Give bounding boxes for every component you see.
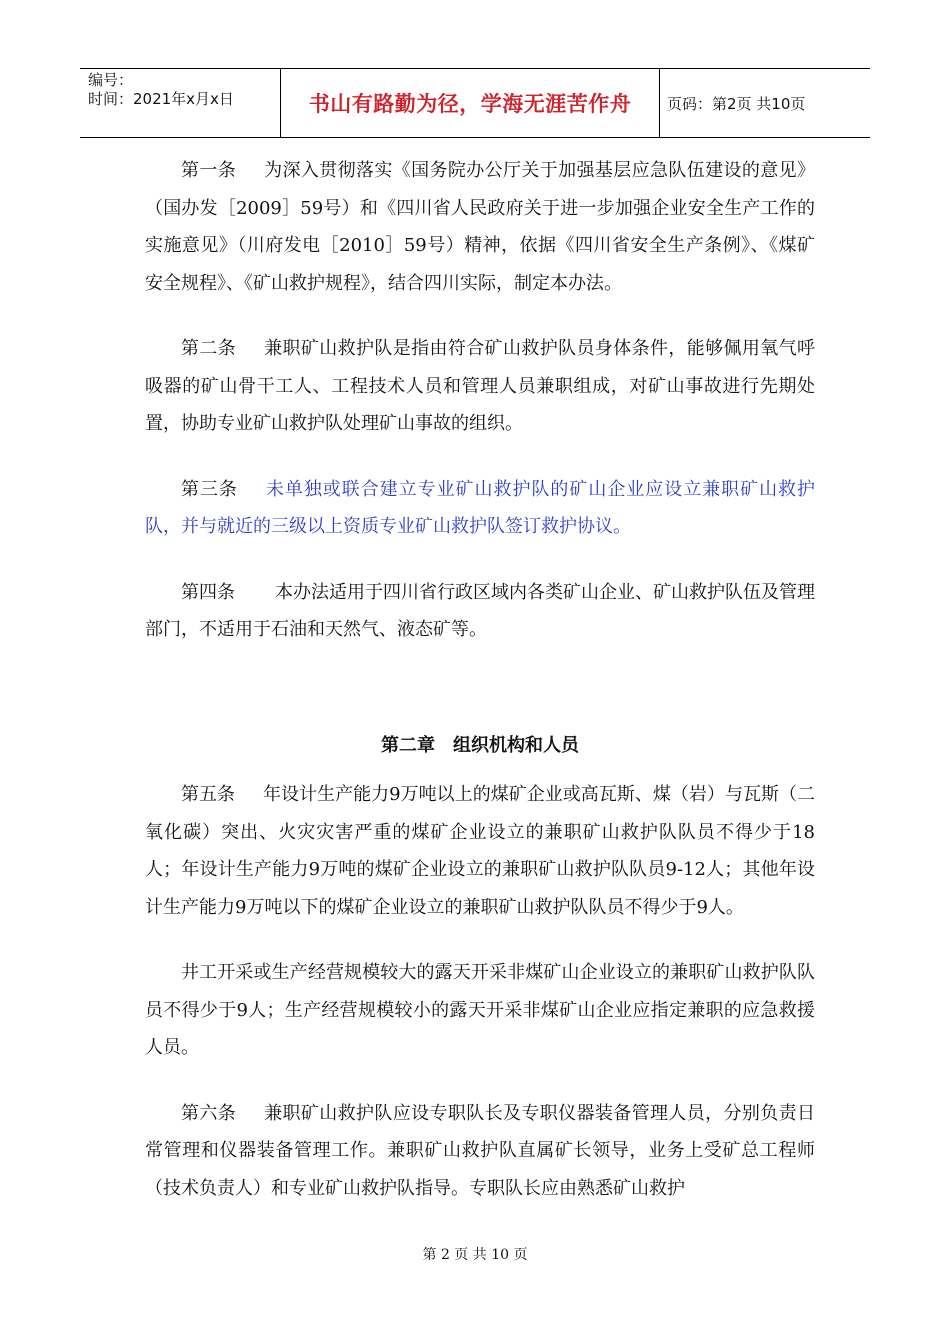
article-text-highlighted: 未单独或联合建立专业矿山救护队的矿山企业应设立兼职矿山救护队，并与就近的三级以上资质专业矿山救护队签订救护协议。 [145, 478, 815, 537]
article-label: 第三条 [181, 478, 238, 500]
page-header [80, 68, 870, 138]
article-4 [145, 574, 815, 649]
header-motto: 书山有路勤为径，学海无涯苦作舟 [280, 69, 660, 137]
article-text: 年设计生产能力9万吨以上的煤矿企业或高瓦斯、煤（岩）与瓦斯（二氧化碳）突出、火灾灾害严重的煤矿企业设立的兼职矿山救护队队员不得少于18人；年设计生产能力9万吨的煤矿企业设立的兼职矿山救护队队员9-12人；其他年设计生产能力9万吨以下的煤矿企业设立的兼职矿山救护队队员不得少于9人。 [145, 784, 816, 918]
article-label: 第四条 [181, 581, 235, 603]
article-label: 第一条 [181, 160, 237, 181]
chapter-number: 第二章 [381, 734, 435, 756]
article-text: 兼职矿山救护队是指由符合矿山救护队员身体条件，能够佩用氧气呼吸器的矿山骨干工人、工程技术人员和管理人员兼职组成，对矿山事故进行先期处置，协助专业矿山救护队处理矿山事故的组织。 [145, 338, 815, 434]
article-1 [145, 152, 815, 302]
article-text: 兼职矿山救护队应设专职队长及专职仪器装备管理人员，分别负责日常管理和仪器装备管理工作。兼职矿山救护队直属矿长领导，业务上受矿总工程师（技术负责人）和专业矿山救护队指导。专职队长应由熟悉矿山救护 [145, 1102, 815, 1199]
number-label: 编号： [88, 71, 134, 89]
article-label: 第五条 [181, 784, 236, 805]
article-6 [145, 1095, 815, 1208]
chapter-heading [145, 727, 815, 765]
header-page-info: 页码：第2页 共10页 [667, 94, 806, 113]
chapter-title: 组织机构和人员 [453, 734, 579, 756]
article-text: 本办法适用于四川省行政区域内各类矿山企业、矿山救护队伍及管理部门，不适用于石油和天然气、液态矿等。 [145, 581, 815, 640]
article-5-continued: 井工开采或生产经营规模较大的露天开采非煤矿山企业设立的兼职矿山救护队队员不得少于9人；生产经营规模较小的露天开采非煤矿山企业应指定兼职的应急救援人员。 [145, 962, 815, 1058]
article-5 [145, 776, 815, 926]
page-footer: 第 2 页 共 10 页 [422, 1247, 528, 1263]
article-text: 为深入贯彻落实《国务院办公厅关于加强基层应急队伍建设的意见》（国办发［2009］59号）和《四川省人民政府关于进一步加强企业安全生产工作的实施意见》（川府发电［2010］59号）精神，依据《四川省安全生产条例》、《煤矿安全规程》、《矿山救护规程》，结合四川实际，制定本办法。 [145, 160, 815, 294]
article-label: 第二条 [181, 338, 237, 359]
header-meta [80, 69, 280, 137]
article-2 [145, 330, 815, 443]
document-body [145, 152, 815, 1207]
time-label: 时间：2021年x月x日 [88, 90, 234, 108]
article-3 [145, 471, 815, 546]
article-label: 第六条 [181, 1102, 237, 1124]
